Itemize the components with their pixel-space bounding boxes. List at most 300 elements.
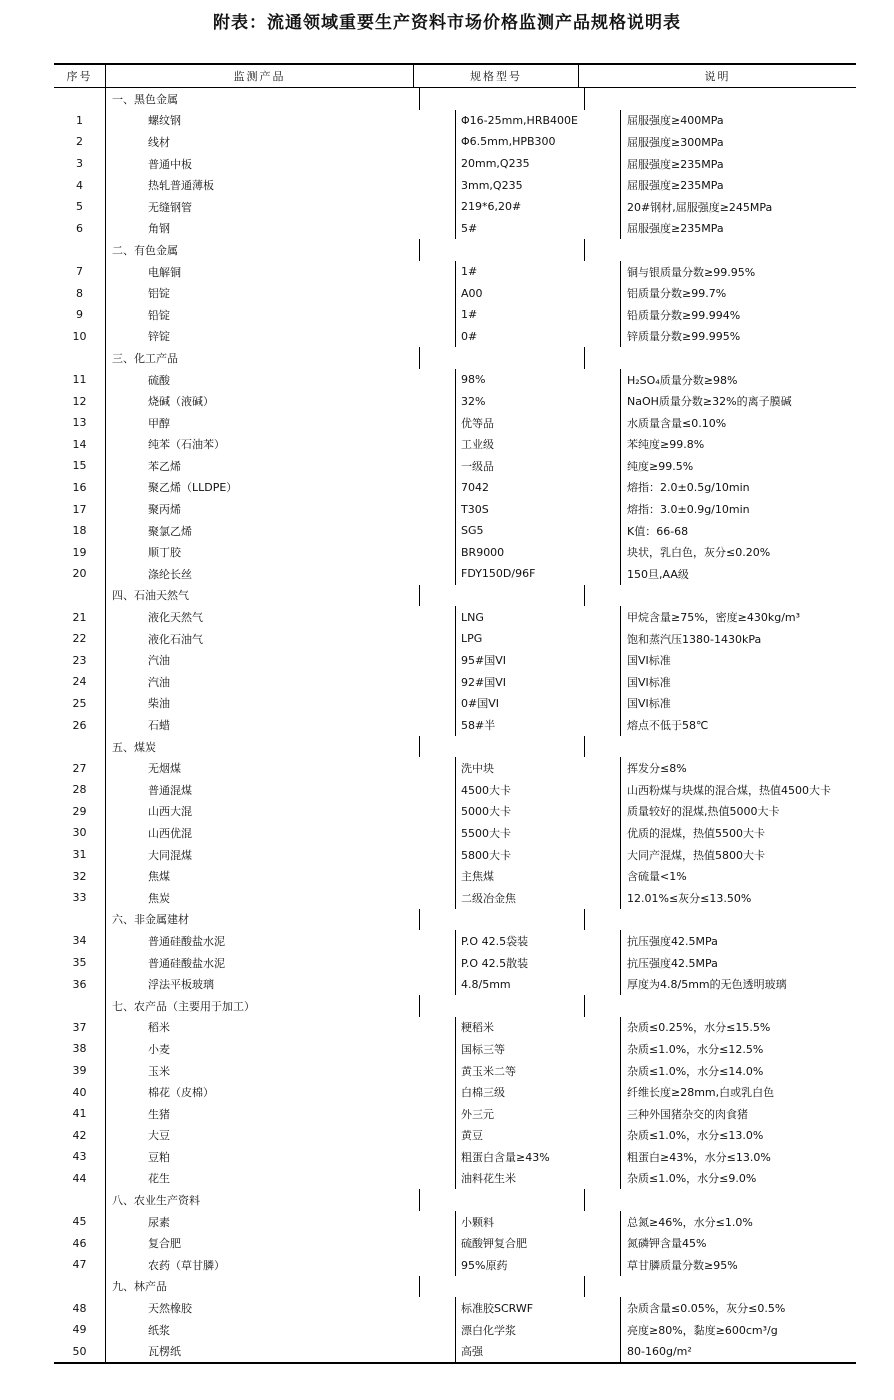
description: 亮度≥80%，黏度≥600cm³/g — [627, 1323, 778, 1337]
description: 熔指：2.0±0.5g/10min — [627, 481, 750, 495]
row-number: 28 — [54, 779, 106, 801]
description — [585, 239, 856, 261]
description: 屈服强度≥235MPa — [627, 179, 724, 193]
spec-model: 3mm,Q235 — [456, 174, 621, 196]
spec-model: 白棉三级 — [456, 1081, 621, 1103]
spec-model: 5000大卡 — [456, 801, 621, 823]
table-row — [54, 1319, 856, 1341]
description: 优质的混煤，热值5500大卡 — [627, 826, 765, 840]
table-row — [54, 757, 856, 779]
spec-model: LNG — [456, 606, 621, 628]
product-name: 复合肥 — [106, 1232, 456, 1254]
product-name: 尿素 — [106, 1211, 456, 1233]
spec-model: 黄玉米二等 — [456, 1060, 621, 1082]
description: 抗压强度42.5MPa — [627, 934, 718, 948]
product-name: 螺纹钢 — [106, 110, 456, 132]
page-title: 附表：流通领域重要生产资料市场价格监测产品规格说明表 — [213, 13, 681, 33]
row-number: 49 — [54, 1319, 106, 1341]
spec-model — [420, 88, 585, 110]
row-number: 7 — [54, 261, 106, 283]
table-row — [54, 1060, 856, 1082]
product-name: 棉花（皮棉） — [106, 1081, 456, 1103]
product-name: 锌锭 — [106, 326, 456, 348]
spec-model: 工业级 — [456, 434, 621, 456]
description — [585, 1189, 856, 1211]
spec-model: 95#国VI — [456, 649, 621, 671]
table-row — [54, 1340, 856, 1362]
product-name: 线材 — [106, 131, 456, 153]
product-name: 聚丙烯 — [106, 498, 456, 520]
row-number — [54, 1189, 106, 1211]
table-row — [54, 1038, 856, 1060]
table-row — [54, 822, 856, 844]
description: 粗蛋白≥43%，水分≤13.0% — [627, 1150, 771, 1164]
product-name: 顺丁胶 — [106, 541, 456, 563]
table-row — [54, 1232, 856, 1254]
product-name: 纸浆 — [106, 1319, 456, 1341]
description: 山西粉煤与块煤的混合煤，热值4500大卡 — [627, 783, 831, 797]
product-name: 生猪 — [106, 1103, 456, 1125]
spec-model: 4.8/5mm — [456, 973, 621, 995]
description: 含硫量<1% — [627, 870, 687, 884]
row-number: 47 — [54, 1254, 106, 1276]
description — [585, 995, 856, 1017]
row-number — [54, 88, 106, 110]
section-title: 四、石油天然气 — [106, 585, 420, 607]
description: 水质量含量≤0.10% — [627, 416, 727, 430]
description: 20#钢材,屈服强度≥245MPa — [627, 200, 773, 214]
row-number: 29 — [54, 801, 106, 823]
spec-model — [420, 1276, 585, 1298]
section-row — [54, 585, 856, 607]
product-name: 大同混煤 — [106, 844, 456, 866]
spec-model: 219*6,20# — [456, 196, 621, 218]
table-row — [54, 887, 856, 909]
product-name: 石蜡 — [106, 714, 456, 736]
table-row — [54, 1168, 856, 1190]
product-name: 烧碱（液碱） — [106, 390, 456, 412]
spec-model: 58#半 — [456, 714, 621, 736]
spec-model: 硫酸钾复合肥 — [456, 1232, 621, 1254]
product-name: 铝锭 — [106, 282, 456, 304]
row-number — [54, 239, 106, 261]
spec-model: Φ6.5mm,HPB300 — [456, 131, 621, 153]
row-number: 25 — [54, 693, 106, 715]
spec-model: 7042 — [456, 477, 621, 499]
spec-model: P.O 42.5袋装 — [456, 930, 621, 952]
product-name: 玉米 — [106, 1060, 456, 1082]
row-number: 3 — [54, 153, 106, 175]
product-name: 液化石油气 — [106, 628, 456, 650]
spec-model: 5# — [456, 218, 621, 240]
product-name: 大豆 — [106, 1125, 456, 1147]
product-name: 汽油 — [106, 649, 456, 671]
row-number: 37 — [54, 1017, 106, 1039]
product-name: 花生 — [106, 1168, 456, 1190]
spec-model: 标准胶SCRWF — [456, 1297, 621, 1319]
description: 杂质≤1.0%，水分≤13.0% — [627, 1129, 764, 1143]
table-row — [54, 1103, 856, 1125]
spec-model: 洗中块 — [456, 757, 621, 779]
product-name: 焦炭 — [106, 887, 456, 909]
product-name: 山西优混 — [106, 822, 456, 844]
row-number: 6 — [54, 218, 106, 240]
description: 铝质量分数≥99.7% — [627, 287, 727, 301]
table-row — [54, 1017, 856, 1039]
row-number — [54, 995, 106, 1017]
description: 铜与银质量分数≥99.95% — [627, 265, 756, 279]
description: K值：66-68 — [627, 524, 689, 538]
table-row — [54, 844, 856, 866]
product-name: 聚乙烯（LLDPE） — [106, 477, 456, 499]
row-number: 23 — [54, 649, 106, 671]
section-title: 八、农业生产资料 — [106, 1189, 420, 1211]
spec-model: 0#国VI — [456, 693, 621, 715]
description: 锌质量分数≥99.995% — [627, 330, 741, 344]
table-row — [54, 218, 856, 240]
table-row — [54, 455, 856, 477]
spec-model: A00 — [456, 282, 621, 304]
table-row — [54, 477, 856, 499]
section-row — [54, 736, 856, 758]
description: 抗压强度42.5MPa — [627, 956, 718, 970]
row-number: 27 — [54, 757, 106, 779]
description — [585, 909, 856, 931]
table-row — [54, 606, 856, 628]
spec-model: 二级冶金焦 — [456, 887, 621, 909]
spec-model: LPG — [456, 628, 621, 650]
section-title: 五、煤炭 — [106, 736, 420, 758]
description: 12.01%≤灰分≤13.50% — [627, 891, 752, 905]
description: 国VI标准 — [627, 697, 671, 711]
description: 熔点不低于58℃ — [627, 719, 709, 733]
spec-model: 优等品 — [456, 412, 621, 434]
description: 杂质≤1.0%，水分≤12.5% — [627, 1042, 764, 1056]
spec-model: 粳稻米 — [456, 1017, 621, 1039]
row-number: 18 — [54, 520, 106, 542]
row-number: 32 — [54, 865, 106, 887]
product-name: 山西大混 — [106, 801, 456, 823]
table-row — [54, 1081, 856, 1103]
table-row — [54, 952, 856, 974]
description: 150旦,AA级 — [627, 567, 689, 581]
spec-model: 外三元 — [456, 1103, 621, 1125]
table-row — [54, 779, 856, 801]
section-row — [54, 1189, 856, 1211]
description: 甲烷含量≥75%，密度≥430kg/m³ — [627, 611, 801, 625]
spec-model: 32% — [456, 390, 621, 412]
spec-model: T30S — [456, 498, 621, 520]
description: 纤维长度≥28mm,白或乳白色 — [627, 1086, 775, 1100]
section-row — [54, 239, 856, 261]
product-name: 角钢 — [106, 218, 456, 240]
description: 熔指：3.0±0.9g/10min — [627, 503, 750, 517]
spec-model — [420, 585, 585, 607]
description: 总氮≥46%，水分≤1.0% — [627, 1215, 753, 1229]
table-row — [54, 1254, 856, 1276]
table-row — [54, 261, 856, 283]
product-name: 纯苯（石油苯） — [106, 434, 456, 456]
spec-model: 黄豆 — [456, 1125, 621, 1147]
description: 屈服强度≥235MPa — [627, 157, 724, 171]
row-number: 1 — [54, 110, 106, 132]
row-number: 50 — [54, 1340, 106, 1362]
spec-model: 5800大卡 — [456, 844, 621, 866]
section-row — [54, 995, 856, 1017]
row-number: 8 — [54, 282, 106, 304]
product-name: 小麦 — [106, 1038, 456, 1060]
spec-model: 小颗料 — [456, 1211, 621, 1233]
row-number: 4 — [54, 174, 106, 196]
spec-model — [420, 347, 585, 369]
row-number: 5 — [54, 196, 106, 218]
spec-model — [420, 736, 585, 758]
table-row — [54, 628, 856, 650]
row-number: 24 — [54, 671, 106, 693]
row-number: 35 — [54, 952, 106, 974]
table-row — [54, 196, 856, 218]
product-name: 普通混煤 — [106, 779, 456, 801]
product-name: 豆粕 — [106, 1146, 456, 1168]
table-header — [54, 65, 856, 88]
row-number: 42 — [54, 1125, 106, 1147]
spec-model: 国标三等 — [456, 1038, 621, 1060]
row-number — [54, 347, 106, 369]
spec-model: 95%原药 — [456, 1254, 621, 1276]
row-number: 30 — [54, 822, 106, 844]
description: 氮磷钾含量45% — [627, 1237, 707, 1251]
product-name: 无缝钢管 — [106, 196, 456, 218]
description: 挥发分≤8% — [627, 762, 687, 776]
table-row — [54, 671, 856, 693]
product-name: 浮法平板玻璃 — [106, 973, 456, 995]
product-name: 焦煤 — [106, 865, 456, 887]
spec-model: 主焦煤 — [456, 865, 621, 887]
product-name: 涤纶长丝 — [106, 563, 456, 585]
row-number: 22 — [54, 628, 106, 650]
table-row — [54, 304, 856, 326]
description: 大同产混煤，热值5800大卡 — [627, 848, 765, 862]
spec-model — [420, 239, 585, 261]
description: 三种外国猪杂交的肉食猪 — [627, 1107, 748, 1121]
table-row — [54, 498, 856, 520]
spec-model: BR9000 — [456, 541, 621, 563]
description: 杂质≤1.0%，水分≤14.0% — [627, 1064, 764, 1078]
spec-model — [420, 995, 585, 1017]
row-number — [54, 1276, 106, 1298]
description: 饱和蒸汽压1380-1430kPa — [627, 632, 762, 646]
description — [585, 1276, 856, 1298]
section-title: 九、林产品 — [106, 1276, 420, 1298]
description: 厚度为4.8/5mm的无色透明玻璃 — [627, 978, 787, 992]
table-row — [54, 693, 856, 715]
product-name: 液化天然气 — [106, 606, 456, 628]
row-number: 46 — [54, 1232, 106, 1254]
row-number: 20 — [54, 563, 106, 585]
row-number: 40 — [54, 1081, 106, 1103]
row-number: 17 — [54, 498, 106, 520]
table-row — [54, 714, 856, 736]
description: 国VI标准 — [627, 675, 671, 689]
table-row — [54, 1211, 856, 1233]
row-number: 12 — [54, 390, 106, 412]
spec-model: 98% — [456, 369, 621, 391]
section-title: 七、农产品（主要用于加工） — [106, 995, 420, 1017]
table-row — [54, 110, 856, 132]
table-row — [54, 563, 856, 585]
description: 块状，乳白色，灰分≤0.20% — [627, 546, 771, 560]
product-name: 柴油 — [106, 693, 456, 715]
row-number: 31 — [54, 844, 106, 866]
product-name: 电解铜 — [106, 261, 456, 283]
spec-model: 92#国VI — [456, 671, 621, 693]
description — [585, 347, 856, 369]
table-row — [54, 520, 856, 542]
table-row — [54, 541, 856, 563]
row-number: 34 — [54, 930, 106, 952]
table-row — [54, 930, 856, 952]
row-number: 14 — [54, 434, 106, 456]
product-name: 甲醇 — [106, 412, 456, 434]
header-desc: 说明 — [704, 70, 731, 83]
row-number: 43 — [54, 1146, 106, 1168]
table-row — [54, 326, 856, 348]
product-name: 无烟煤 — [106, 757, 456, 779]
product-name: 天然橡胶 — [106, 1297, 456, 1319]
row-number: 44 — [54, 1168, 106, 1190]
table-row — [54, 153, 856, 175]
spec-model — [420, 1189, 585, 1211]
description: 屈服强度≥400MPa — [627, 114, 724, 128]
description: 杂质≤1.0%，水分≤9.0% — [627, 1172, 757, 1186]
spec-model: 4500大卡 — [456, 779, 621, 801]
description: 纯度≥99.5% — [627, 459, 694, 473]
spec-model: Φ16-25mm,HRB400E — [456, 110, 621, 132]
product-name: 普通硅酸盐水泥 — [106, 930, 456, 952]
table-row — [54, 174, 856, 196]
description: 国VI标准 — [627, 654, 671, 668]
row-number: 11 — [54, 369, 106, 391]
row-number: 38 — [54, 1038, 106, 1060]
table-row — [54, 1146, 856, 1168]
table-row — [54, 649, 856, 671]
row-number: 36 — [54, 973, 106, 995]
description: 80-160g/m² — [627, 1344, 692, 1358]
description — [585, 88, 856, 110]
spec-model: 20mm,Q235 — [456, 153, 621, 175]
row-number: 16 — [54, 477, 106, 499]
spec-model — [420, 909, 585, 931]
section-title: 三、化工产品 — [106, 347, 420, 369]
table-row — [54, 131, 856, 153]
row-number: 10 — [54, 326, 106, 348]
row-number — [54, 736, 106, 758]
product-name: 铅锭 — [106, 304, 456, 326]
spec-model: 高强 — [456, 1340, 621, 1362]
spec-model: 粗蛋白含量≥43% — [456, 1146, 621, 1168]
row-number: 13 — [54, 412, 106, 434]
spec-model: 油料花生米 — [456, 1168, 621, 1190]
row-number — [54, 909, 106, 931]
row-number: 2 — [54, 131, 106, 153]
description — [585, 736, 856, 758]
description: 杂质≤0.25%，水分≤15.5% — [627, 1021, 771, 1035]
description: 杂质含量≤0.05%，灰分≤0.5% — [627, 1302, 786, 1316]
product-name: 稻米 — [106, 1017, 456, 1039]
section-title: 六、非金属建材 — [106, 909, 420, 931]
spec-model: 漂白化学浆 — [456, 1319, 621, 1341]
row-number: 21 — [54, 606, 106, 628]
row-number: 26 — [54, 714, 106, 736]
spec-model: P.O 42.5散装 — [456, 952, 621, 974]
description: 铅质量分数≥99.994% — [627, 308, 741, 322]
table-row — [54, 369, 856, 391]
header-spec: 规格型号 — [414, 65, 579, 87]
description: H₂SO₄质量分数≥98% — [627, 373, 738, 387]
row-number: 45 — [54, 1211, 106, 1233]
spec-model: 一级品 — [456, 455, 621, 477]
description: 屈服强度≥235MPa — [627, 222, 724, 236]
spec-model: 5500大卡 — [456, 822, 621, 844]
row-number: 9 — [54, 304, 106, 326]
header-no: 序号 — [54, 65, 106, 87]
spec-model: FDY150D/96F — [456, 563, 621, 585]
row-number: 19 — [54, 541, 106, 563]
description: 质量较好的混煤,热值5000大卡 — [627, 805, 780, 819]
table-row — [54, 1297, 856, 1319]
table-row — [54, 801, 856, 823]
product-name: 硫酸 — [106, 369, 456, 391]
section-row — [54, 88, 856, 110]
table-row — [54, 390, 856, 412]
description: NaOH质量分数≥32%的离子膜碱 — [627, 395, 792, 409]
section-title: 二、有色金属 — [106, 239, 420, 261]
product-name: 瓦楞纸 — [106, 1340, 456, 1362]
spec-model: SG5 — [456, 520, 621, 542]
row-number: 15 — [54, 455, 106, 477]
product-name: 聚氯乙烯 — [106, 520, 456, 542]
spec-model: 1# — [456, 304, 621, 326]
description: 草甘膦质量分数≥95% — [627, 1258, 738, 1272]
table-row — [54, 1125, 856, 1147]
product-name: 苯乙烯 — [106, 455, 456, 477]
table-body — [54, 88, 856, 1362]
product-name: 农药（草甘膦） — [106, 1254, 456, 1276]
row-number: 48 — [54, 1297, 106, 1319]
description — [585, 585, 856, 607]
product-name: 汽油 — [106, 671, 456, 693]
table-row — [54, 412, 856, 434]
row-number: 39 — [54, 1060, 106, 1082]
description: 苯纯度≥99.8% — [627, 438, 705, 452]
section-row — [54, 347, 856, 369]
product-name: 热轧普通薄板 — [106, 174, 456, 196]
spec-model: 1# — [456, 261, 621, 283]
header-product: 监测产品 — [106, 65, 414, 87]
row-number: 41 — [54, 1103, 106, 1125]
section-row — [54, 909, 856, 931]
spec-table — [54, 63, 856, 1364]
spec-model: 0# — [456, 326, 621, 348]
section-title: 一、黑色金属 — [106, 88, 420, 110]
table-row — [54, 865, 856, 887]
row-number — [54, 585, 106, 607]
product-name: 普通中板 — [106, 153, 456, 175]
row-number: 33 — [54, 887, 106, 909]
product-name: 普通硅酸盐水泥 — [106, 952, 456, 974]
section-row — [54, 1276, 856, 1298]
table-row — [54, 973, 856, 995]
